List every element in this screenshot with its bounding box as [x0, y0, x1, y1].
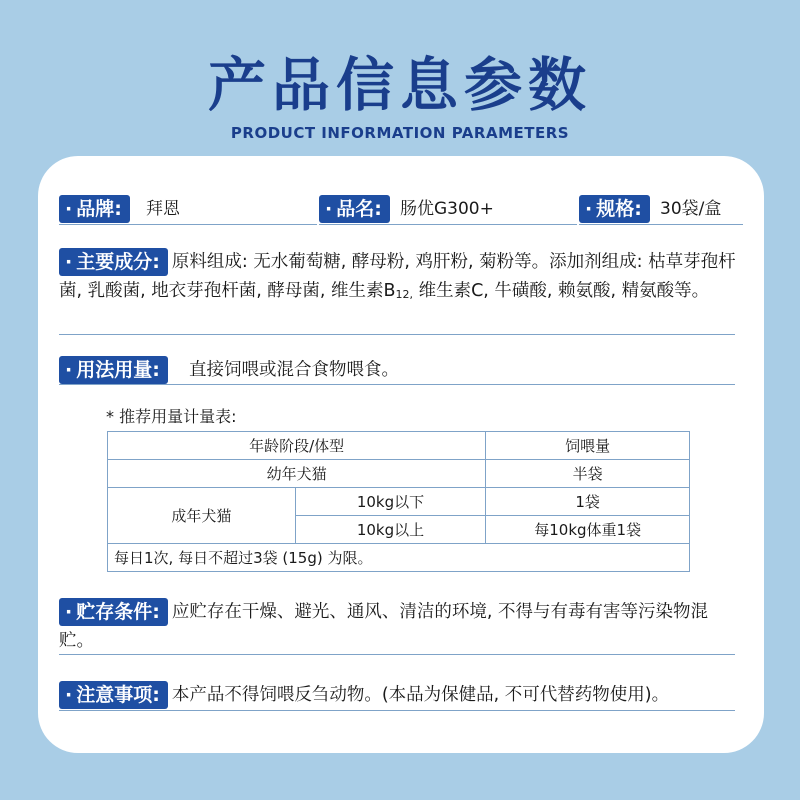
notice-text: 本产品不得饲喂反刍动物。(本品为保健品, 不可代替药物使用)。 — [171, 685, 670, 705]
page-subtitle: PRODUCT INFORMATION PARAMETERS — [230, 124, 570, 142]
dosage-note: * 推荐用量计量表: — [106, 407, 237, 426]
row2a-amount-cell: 1袋 — [486, 488, 690, 516]
vitamin-b-subscript: 12, — [395, 288, 414, 301]
brand-label: · 品牌: — [59, 195, 130, 223]
name-label: · 品名: — [319, 195, 390, 223]
row2b-weight-cell: 10kg以上 — [295, 516, 486, 544]
ingredients-underline — [59, 334, 735, 335]
table-footer-row — [108, 544, 690, 572]
usage-underline — [59, 384, 735, 385]
ingredients-text-cont: 维生素C, 牛磺酸, 赖氨酸, 精氨酸等。 — [413, 281, 710, 301]
usage-text: 直接饲喂或混合食物喂食。 — [189, 360, 399, 380]
row2-age-cell: 成年犬猫 — [108, 488, 296, 544]
storage-label: · 贮存条件: — [59, 598, 168, 626]
row1-amount-cell: 半袋 — [486, 460, 690, 488]
usage-label: · 用法用量: — [59, 356, 168, 384]
row2b-amount-cell: 每10kg体重1袋 — [486, 516, 690, 544]
brand-value: 拜恩 — [146, 199, 180, 219]
notice-underline — [59, 710, 735, 711]
storage-underline — [59, 654, 735, 655]
spec-label: · 规格: — [579, 195, 650, 223]
storage-text: 应贮存在干燥、避光、通风、清洁的环境, 不得与有毒有害等污染物混贮。 — [59, 602, 708, 651]
table-footer-cell: 每日1次, 每日不超过3袋 (15g) 为限。 — [108, 544, 690, 572]
notice-label: · 注意事项: — [59, 681, 168, 709]
name-underline — [319, 224, 577, 225]
row1-age-cell: 幼年犬猫 — [108, 460, 486, 488]
ingredients-label: · 主要成分: — [59, 248, 168, 276]
spec-value: 30袋/盒 — [660, 199, 722, 219]
spec-underline — [579, 224, 743, 225]
brand-underline — [59, 224, 317, 225]
dosage-table — [107, 431, 690, 572]
header-amount-cell: 饲喂量 — [486, 432, 690, 460]
ingredients-text: 原料组成: 无水葡萄糖, 酵母粉, 鸡肝粉, 菊粉等。添加剂组成: 枯草芽孢杆菌, 乳酸菌, 地衣芽孢杆菌, 酵母菌, 维生素B — [59, 252, 736, 301]
storage-section — [59, 598, 739, 656]
table-row — [108, 488, 690, 516]
table-header-row — [108, 432, 690, 460]
notice-section — [59, 681, 749, 710]
header-age-cell: 年龄阶段/体型 — [108, 432, 486, 460]
page-title: 产品信息参数 — [207, 51, 592, 119]
ingredients-section — [59, 248, 749, 307]
row2a-weight-cell: 10kg以下 — [295, 488, 486, 516]
table-row — [108, 460, 690, 488]
name-value: 肠优G300+ — [400, 199, 494, 219]
